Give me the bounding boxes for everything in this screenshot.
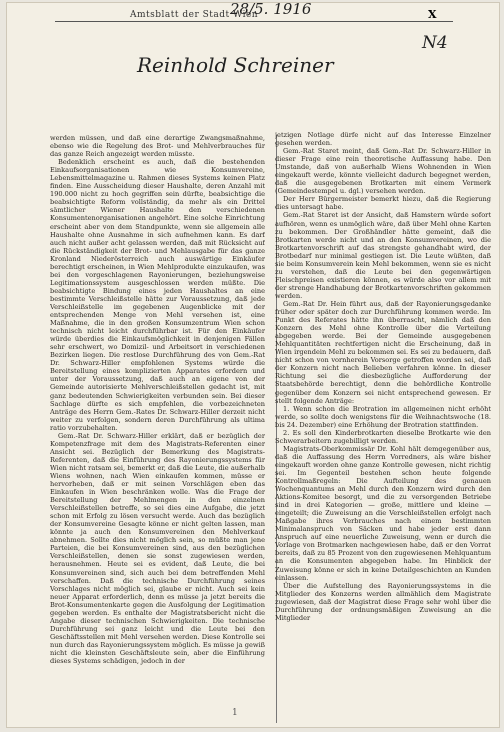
handwritten-signature: Reinhold Schreiner [137, 53, 334, 77]
paragraph: Gem.-Rat Dr. Hein führt aus, daß der Rayonierungsgedanke früher oder später doch zur Durchführung kommen werde. Im Punkt des Referates hätte ihn überrascht, nämlich daß den Konzern des Mehl ohne Kontrolle über die Verteilung abgegeben werde. Bei der Gemeinde ausgegebenen Mehlquantitäten rechtfertigen nicht die Erscheinung, daß in Wien irgendein Mehl zu bekommen sei. Es sei zu bedauern, daß nicht schon von vornherein Vorsorge getroffen worden sei, daß der Konzern nicht nach Belieben verfahren könne. In dieser Richtung sei die diesbezügliche Aufforderung der Staatsbehörde berechtigt, denn die behördliche Kontrolle gegenüber dem Konzern sei nicht entsprechend gewesen. Er stellt folgende Anträge: [275, 299, 491, 405]
paragraph: Der Herr Bürgermeister bemerkt hiezu, daß die Regierung dies untersagt habe. [275, 195, 491, 212]
pencil-note: 1 [232, 708, 238, 718]
archive-number: N4 [422, 33, 448, 53]
paragraph: jetzigen Notlage dürfe nicht auf das Interesse Einzelner gesehen werden. [275, 131, 491, 148]
corner-mark: X [428, 8, 437, 21]
paragraph: Über die Aufstellung des Rayonierungssystems in die Mitglieder des Konzerns werden allmählich dem Magistrate zugewiesen, daß der Magistrat diese Frage sehr wohl über die Durchführung der ordnungsmäßigen Zuweisung an die Mitglieder [275, 581, 491, 622]
paragraph: 2. Es soll den Kinderbrotkarten dieselbe Brotkarte wie den Schwerarbeitern zugebilligt werden. [275, 428, 491, 445]
newspaper-title: Amtsblatt der Stadt Wien [130, 10, 259, 20]
article-column-right [275, 131, 491, 721]
paragraph: werden müssen, und daß eine derartige Zwangsmaßnahme, ebenso wie die Regelung des Brot- und Mehlverbrauches für das ganze Reich angezeigt werden müsste. [50, 134, 265, 159]
paragraph: Gem.-Rat Dr. Schwarz-Hiller erklärt, daß er bezüglich der Kompetenzfrage mit dem des Magistrats-Referenten einer Ansicht sei. Bezüglich der Bemerkung des Magistrats-Referenten, daß die Einführung des Rayonierungssystems für Wien nicht ratsam sei, bemerkt er, daß die Leute, die außerhalb Wiens wohnen, nach Wien einkaufen kommen, müsse er hervorheben, daß er mit seinen Vorschlägen eben das Einkaufen in Wien beschränken wolle. Was die Frage der Bereitstellung der Mehlmengen in den einzelnen Verschleißstellen betreffe, so sei dies eine Aufgabe, die jetzt schon mit Erfolg zu lösen versucht werde. Auch das bezüglich der Konsumvereine Gesagte könne er nicht gelten lassen, man könnte ja auch den Konsumvereinen den Mehlverkauf abnehmen. Sollte dies nicht möglich sein, so müßte man jene Parteien, die bei Konsumvereinen sind, aus den bezüglichen Verschleißstellen, denen sie sonst zugewiesen werden, herausnehmen. Heute sei es evident, daß Leute, die bei Konsumvereinen sind, sich auch bei dem betreffenden Mehl verschaffen. Daß die technische Durchführung seines Vorschlages nicht möglich sei, glaube er nicht. Auch sei kein neuer Apparat erforderlich, denn es müsse ja jetzt bereits die Brot-Konsumentenkarte gegen die Ausfolgung der Legitimation gegeben werden. Es enthalte der Magistratsbericht nicht die Angabe dieser technischen Schwierigkeiten. Die technische Durchführung sei ganz leicht und die Leute bei den Geschäftsstellen mit Mehl versehen werden. Diese Kontrolle sei nun durch das Rayonierungssystem möglich. Es müsse ja gewiß nicht die kleinsten Geschäftsleute sein, aber die Einführung dieses Systems schädigen, jedoch in der [50, 431, 265, 666]
paragraph: Gem.-Rat Staret ist der Ansicht, daß Hamstern würde sofort aufhören, wenn es unmöglich wäre, daß über Mehl ohne Karten zu bekommen. Der Großhändler hätte gemeint, daß die Brotkarten werde nicht und an den Konsumvereinen, wo die Brotkartenvorschrift auf das strengste gehandhabt wird, der Brotbedarf nur minimal gestiegen ist. Die Leute wüßten, daß sie beim Konsumverein kein Mehl bekommen, wenn sie es nicht zu verstehen, daß die Leute bei den gegenwärtigen Fleischpreisen existieren können, es würde also vor allem mit der strenge Handhabung der Brotkartenvorschriften gekommen werden. [275, 211, 491, 300]
article-column-left [50, 134, 265, 722]
paragraph: Magistrats-Oberkommissär Dr. Kohl hält demgegenüber aus, daß die Auffassung des Herrn Vorredners, als wäre bisher eingekauft worden ohne ganze Kontrolle gewesen, nicht richtig sei. Im Gegenteil bestehen schon heute folgende Kontrollmaßregeln: Die Aufteilung des genauen Wochenquantums an Mehl durch den Konzern wird durch den Aktions-Komitee besorgt, und die zu versorgenden Betriebe sind in drei Kategorien — große, mittlere und kleine — eingeteilt; die Zuweisung an die Verschleißstellen erfolgt nach Maßgabe ihres Verbrauches nach einem bestimmten Minimalanspruch von Säcken und habe jeder erst dann Anspruch auf eine neuerliche Zuweisung, wenn er durch die Vorlage von Brotmarken nachgewiesen habe, daß er den Vorrat bereits, daß zu 85 Prozent von den zugewiesenen Mehlquantum an die Konsumenten abgegeben habe. Im Hinblick der Zuweisung könne er sich in keine Detailgeschichten an Kunden einlassen. [275, 444, 491, 582]
paragraph: Bedenklich erscheint es auch, daß die bestehenden Einkaufsorganisationen wie Konsumvereine, Lebensmittelmagazine u. Rahmen dieses Systems keinen Platz finden. Eine Ausscheidung dieser Haushalte, deren Anzahl mit 190.000 nicht zu hoch gegriffen sein dürfte, beabsichtige die beabsichtigte Reform vollständig, da mehr als ein Drittel sämtlicher Wiener Haushalte den verschiedenen Konsumentenorganisationen angehört. Eine solche Einrichtung erscheint aber von dem Standpunkte, wenn sie allgemein alle Haushalte ohne Ausnahme in sich aufnehmen kann. Es darf auch nicht außer acht gelassen werden, daß mit Rücksicht auf die Rückständigkeit der Brot- und Mehlausgabe für das ganze Kronland Niederösterreich auch auswärtige Einkäufer berechtigt erscheinen, in Wien Mehlprodukte einzukaufen, was bei den vorgeschlagenen Rayonierungen, beziehungsweise Legitimationssystem ausgeschlossen werden müßte. Die beabsichtigte Bindung eines jeden Haushaltes an eine bestimmte Verschleißstelle hätte zur Voraussetzung, daß jede Verschleißstelle im gegebenen Augenblicke mit der entsprechenden Menge von Mehl versehen ist, eine Maßnahme, die in den großen Konsumzentrum Wien schon technisch nicht leicht durchführbar ist. Für den Einkäufer würde überdies die Einkaufsmöglichkeit in denjenigen Fällen sehr erschwert, wo Domizil- und Arbeitsort in verschiedenen Bezirken liegen. Die restlose Durchführung des von Gem.-Rat Dr. Schwarz-Hiller empfohlenen Systems würde die Bereitstellung eines komplizierten Apparates erfordern und unter der Voraussetzung, daß auch an eigene von der Gemeinde autorisierte Mehlverschleißstellen gedacht ist, mit ganz bedeutenden Schwierigkeiten verbunden sein. Bei dieser Sachlage dürfte es sich empfehlen, die vorbezeichneten Anträge des Herrn Gem.-Rates Dr. Schwarz-Hiller derzeit nicht weiter zu verfolgen, sondern deren Durchführung als ultima ratio vorzubehalten. [50, 158, 265, 432]
handwritten-date: 28/5. 1916 [230, 0, 312, 18]
newspaper-header [55, 0, 453, 22]
paragraph: 1. Wenn schon die Brotration im allgemeinen nicht erhöht werde, so sollte doch wenigstens für die Weihnachtswoche (18. bis 24. Dezember) eine Erhöhung der Brotration stattfinden. [275, 404, 491, 429]
paragraph: Gem.-Rat Staret meint, daß Gem.-Rat Dr. Schwarz-Hiller in dieser Frage eine rein theoretische Auffassung habe. Den Umstande, daß von außerhalb Wiens Wohnenden in Wien eingekauft werde, könnte vielleicht dadurch begegnet werden, daß die ausgegebenen Brotkarten mit einem Vermerk (Gemeindestempel u. dgl.) versehen werden. [275, 147, 491, 196]
